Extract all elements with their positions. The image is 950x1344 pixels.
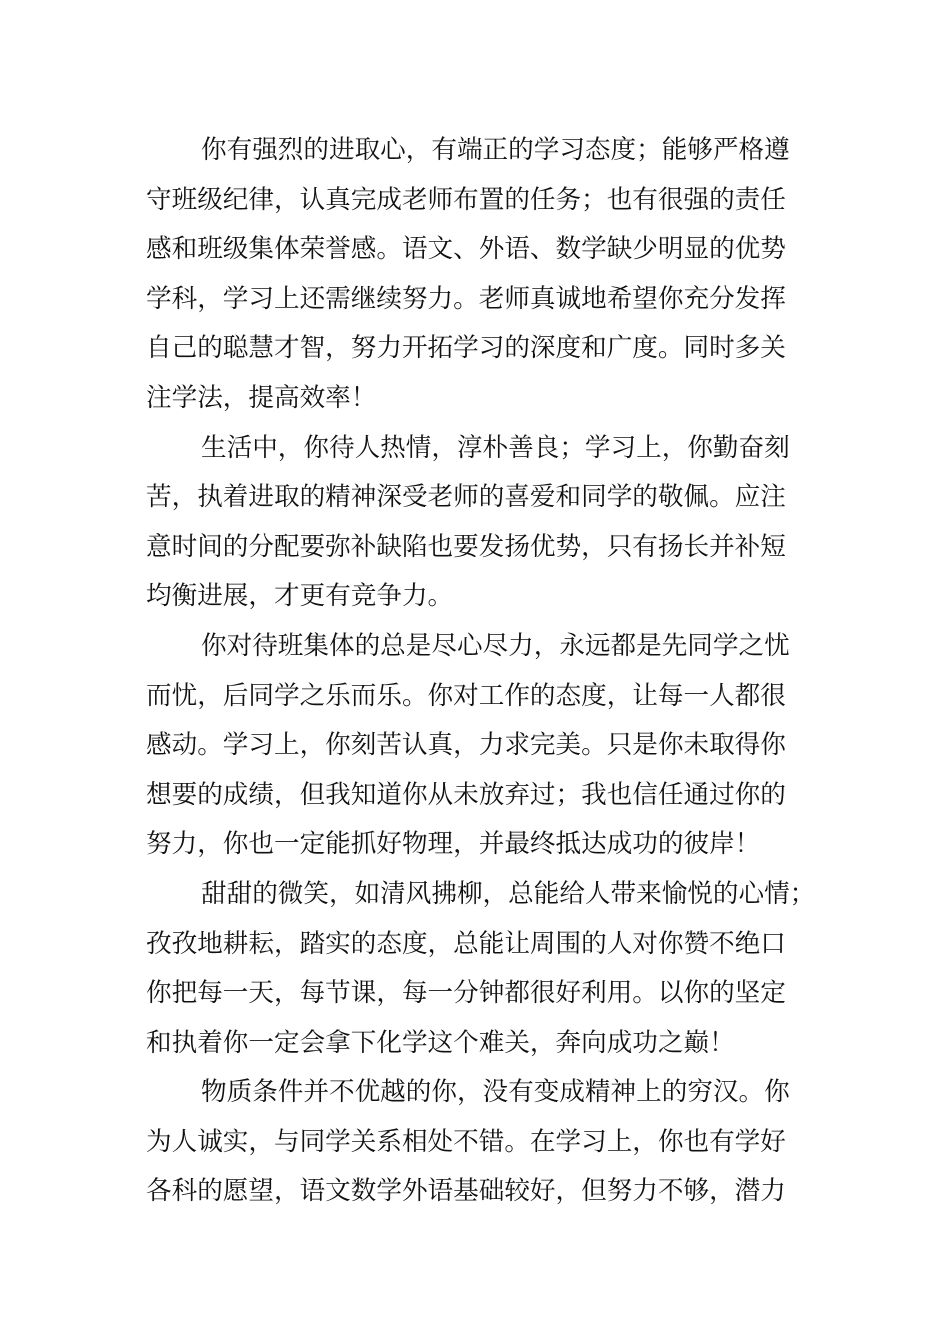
text-line: 而忧，后同学之乐而乐。你对工作的态度，让每一人都很	[146, 680, 786, 711]
document-body	[146, 126, 846, 1217]
text-line: 你对待班集体的总是尽心尽力，永远都是先同学之忧	[201, 630, 790, 661]
paragraph-2	[146, 424, 846, 622]
paragraph-4	[146, 870, 846, 1068]
text-line: 注学法，提高效率！	[146, 382, 377, 413]
text-line: 守班级纪律，认真完成老师布置的任务；也有很强的责任	[146, 184, 786, 215]
text-line: 为人诚实，与同学关系相处不错。在学习上，你也有学好	[146, 1126, 786, 1157]
text-line: 你把每一天，每节课，每一分钟都很好利用。以你的坚定	[146, 978, 786, 1009]
text-line: 甜甜的微笑，如清风拂柳，总能给人带来愉悦的心情；	[201, 878, 816, 909]
text-line: 你有强烈的进取心，有端正的学习态度；能够严格遵	[201, 135, 790, 165]
text-line: 孜孜地耕耘，踏实的态度，总能让周围的人对你赞不绝口	[146, 928, 786, 959]
text-line: 自己的聪慧才智，努力开拓学习的深度和广度。同时多关	[146, 333, 786, 364]
text-line: 苦，执着进取的精神深受老师的喜爱和同学的敬佩。应注	[146, 482, 786, 513]
paragraph-5	[146, 1068, 846, 1217]
text-line: 各科的愿望，语文数学外语基础较好，但努力不够，潜力	[146, 1176, 786, 1207]
text-line: 学科，学习上还需继续努力。老师真诚地希望你充分发挥	[146, 283, 786, 314]
text-line: 努力，你也一定能抓好物理，并最终抵达成功的彼岸！	[146, 829, 761, 860]
paragraph-1	[146, 126, 846, 424]
text-line: 意时间的分配要弥补缺陷也要发扬优势，只有扬长并补短	[146, 531, 786, 562]
text-line: 和执着你一定会拿下化学这个难关，奔向成功之巅！	[146, 1027, 735, 1058]
text-line: 物质条件并不优越的你，没有变成精神上的穷汉。你	[201, 1077, 790, 1108]
text-line: 感动。学习上，你刻苦认真，力求完美。只是你未取得你	[146, 730, 786, 761]
text-line: 想要的成绩，但我知道你从未放弃过；我也信任通过你的	[146, 779, 786, 810]
text-line: 感和班级集体荣誉感。语文、外语、数学缺少明显的优势	[146, 234, 786, 265]
text-line: 生活中，你待人热情，淳朴善良；学习上，你勤奋刻	[201, 432, 790, 463]
text-line: 均衡进展，才更有竞争力。	[146, 581, 454, 612]
paragraph-3	[146, 622, 846, 870]
